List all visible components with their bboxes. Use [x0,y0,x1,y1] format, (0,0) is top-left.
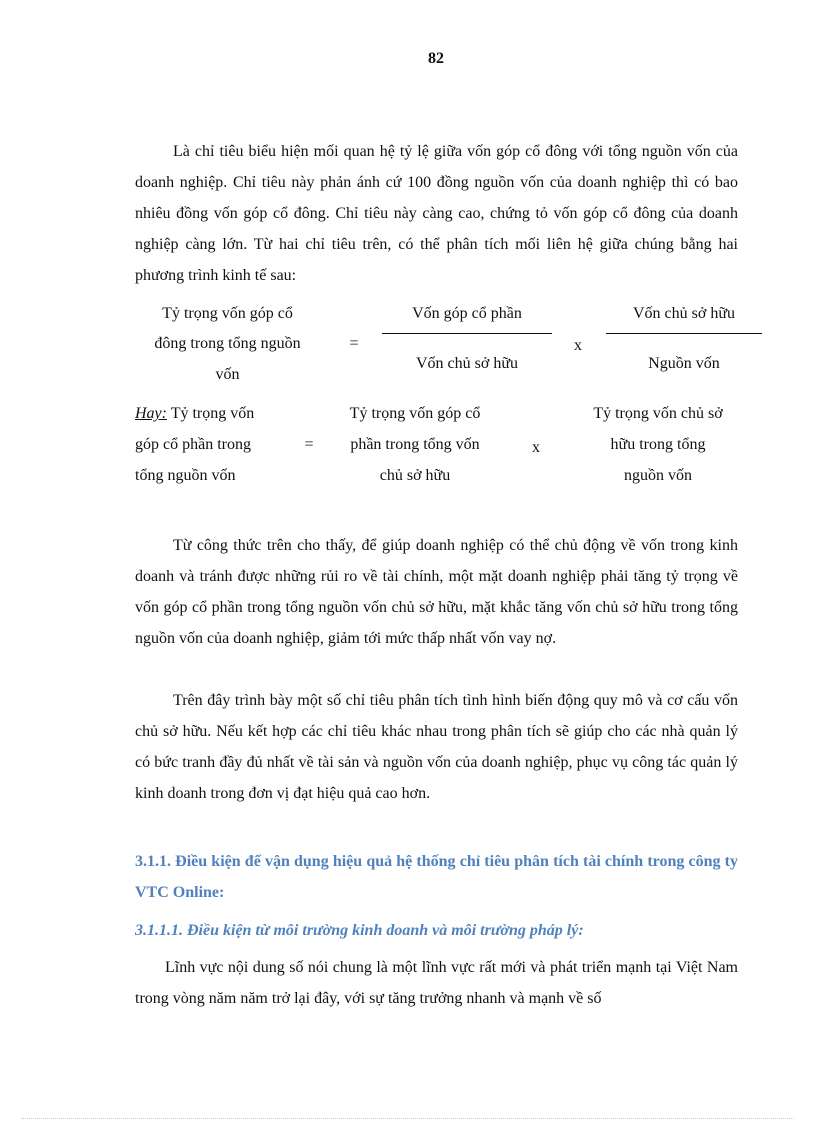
formula1-equals: = [349,335,359,352]
formula2-mid-line1: Tỷ trọng vốn góp cổ [349,405,481,422]
formula2-hay-label: Hay: [135,405,167,422]
formula1-frac1-numerator: Vốn góp cổ phần [412,305,522,322]
formula1-frac1-denominator: Vốn chủ sở hữu [415,355,518,372]
section-heading: 3.1.1. Điều kiện để vận dụng hiệu quả hệ thống chỉ tiêu phân tích tài chính trong công ty VTC Online: [135,853,738,901]
body-paragraph-last: Lĩnh vực nội dung số nói chung là một lĩnh vực rất mới và phát triển mạnh tại Việt Nam trong vòng năm năm trở lại đây, với sự tăng trưởng nhanh và mạnh về số [135,959,738,1007]
intro-paragraph: Là chỉ tiêu biểu hiện mối quan hệ tỷ lệ giữa vốn góp cổ đông với tổng nguồn vốn của doanh nghiệp. Chỉ tiêu này phản ánh cứ 100 đồng nguồn vốn của doanh nghiệp thì có bao nhiêu đồng vốn góp cổ đông. Chỉ tiêu này càng cao, chứng tỏ vốn góp cổ đông của doanh nghiệp càng lớn. Từ hai chỉ tiêu trên, có thể phân tích mối liên hệ giữa chúng bằng hai phương trình kinh tế sau: [135,143,738,284]
formula1-frac2-denominator: Nguồn vốn [648,355,720,372]
formula1-frac2-numerator: Vốn chủ sở hữu [632,305,735,322]
subsection-heading: 3.1.1.1. Điều kiện từ môi trường kinh doanh và môi trường pháp lý: [135,922,584,939]
formula2-lhs-line1-text: Tỷ trọng vốn [166,405,255,422]
formula2-lhs-line3: tổng nguồn vốn [135,467,236,484]
formula2-right-line3: nguồn vốn [624,467,692,484]
summary-paragraph: Trên đây trình bày một số chỉ tiêu phân tích tình hình biến động quy mô và cơ cấu vốn chủ sở hữu. Nếu kết hợp các chỉ tiêu khác nhau trong phân tích sẽ giúp cho các nhà quản lý có bức tranh đầy đủ nhất về tài sản và nguồn vốn của doanh nghiệp, phục vụ công tác quản lý kinh doanh trong đơn vị đạt hiệu quả cao hơn. [135,692,738,802]
conclusion-paragraph: Từ công thức trên cho thấy, để giúp doanh nghiệp có thể chủ động về vốn trong kinh doanh và tránh được những rủi ro về tài chính, một mặt doanh nghiệp phải tăng tỷ trọng về vốn góp cổ phần trong tổng nguồn vốn chủ sở hữu, mặt khắc tăng vốn chủ sở hữu trong tổng nguồn vốn của doanh nghiệp, giảm tới mức thấp nhất vốn vay nợ. [135,537,738,647]
formula1-times: x [574,337,582,354]
formula1-lhs-line2: đông trong tổng nguồn [154,335,301,352]
page-number: 82 [428,50,444,67]
formula2-times: x [532,439,540,456]
formula2-right-line1: Tỷ trọng vốn chủ sở [593,405,723,422]
formula2-lhs-line2: góp cổ phần trong [135,436,251,453]
formula2-mid-line3: chủ sở hữu [379,467,451,484]
formula1-lhs-line3: vốn [215,366,240,383]
formula2-mid-line2: phần trong tổng vốn [350,436,480,453]
formula2-equals: = [304,436,314,453]
formula1-lhs-line1: Tỷ trọng vốn góp cổ [162,305,293,322]
formula1-frac2-line [606,333,762,334]
formula2-right-line2: hữu trong tổng [610,436,706,453]
footer-divider [22,1118,794,1119]
formula2-lhs-line1 [135,398,295,429]
formula1-frac1-line [382,333,552,334]
